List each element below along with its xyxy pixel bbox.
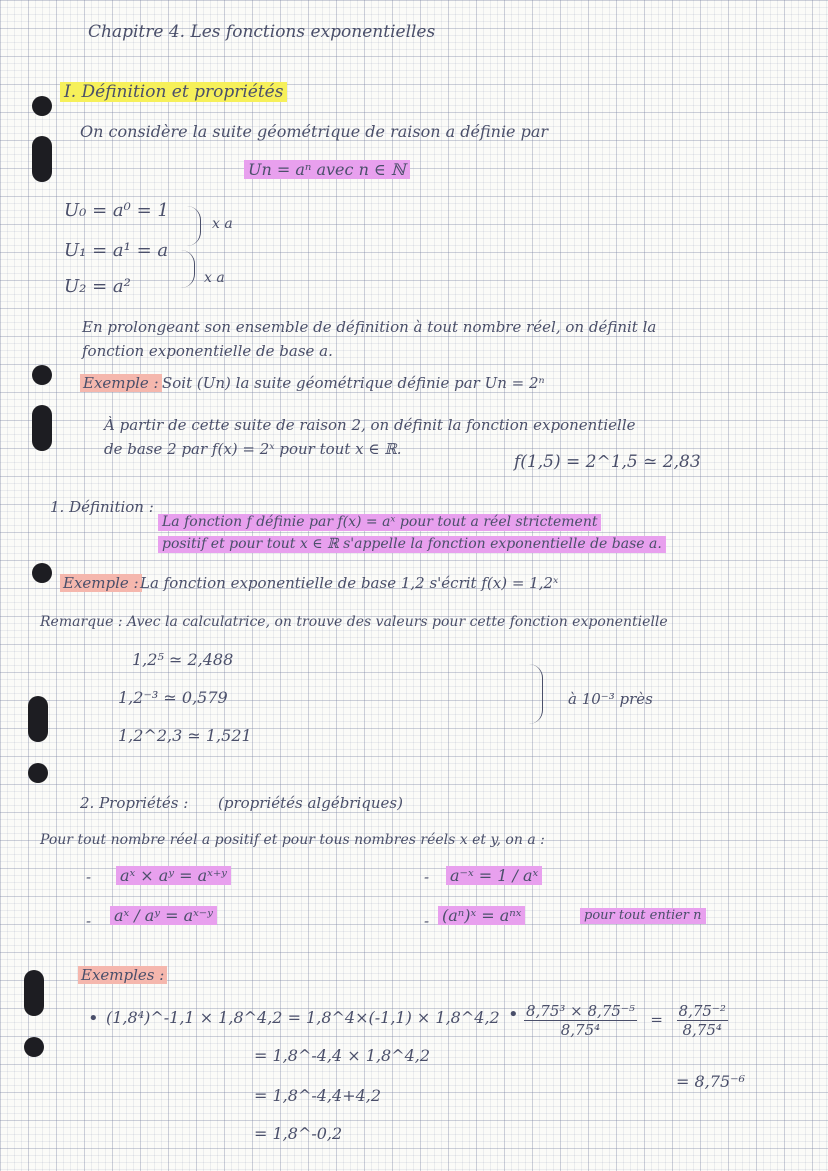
binder-hole [28, 696, 48, 742]
binder-hole [24, 970, 44, 1016]
binder-hole [32, 563, 52, 583]
example-calc: = 1,8^-4,4 × 1,8^4,2 [254, 1046, 431, 1065]
remark-text: Remarque : Avec la calculatrice, on trouve des valeurs pour cette fonction exponentielle [40, 614, 668, 630]
property-quotient: aˣ / aʸ = aˣ⁻ʸ [110, 906, 217, 925]
precision-note: à 10⁻³ près [568, 690, 653, 708]
sequence-formula: Un = aⁿ avec n ∈ ℕ [244, 160, 410, 179]
extension-text: fonction exponentielle de base a. [82, 342, 333, 360]
property-power-note: pour tout entier n [580, 908, 706, 924]
definition-heading: 1. Définition : [50, 498, 154, 516]
example-text: Soit (Un) la suite géométrique définie par Un = 2ⁿ [162, 374, 545, 392]
bullet-dash: - [86, 868, 92, 886]
calc-value: 1,2^2,3 ≃ 1,521 [118, 726, 252, 745]
example-result: = 8,75⁻⁶ [676, 1072, 745, 1091]
term-u0: U₀ = a⁰ = 1 [64, 200, 169, 221]
equals-sign: = [645, 1010, 668, 1029]
binder-hole [32, 136, 52, 182]
calc-value: 1,2⁻³ ≃ 0,579 [118, 688, 228, 707]
property-product: aˣ × aʸ = aˣ⁺ʸ [116, 866, 231, 885]
definition-text: positif et pour tout x ∈ ℝ s'appelle la fonction exponentielle de base a. [158, 536, 666, 553]
example-fraction [520, 1002, 732, 1039]
property-inverse: a⁻ˣ = 1 / aˣ [446, 866, 542, 885]
fraction-denominator: 8,75⁴ [682, 1021, 722, 1039]
properties-heading: 2. Propriétés : [80, 794, 189, 812]
binder-hole [32, 96, 52, 116]
arrow-bracket [178, 250, 195, 288]
range-bracket [528, 664, 543, 724]
fraction-denominator: 8,75⁴ [560, 1021, 601, 1039]
example-calc: = 1,8^-4,4+4,2 [254, 1086, 382, 1105]
section-heading: I. Définition et propriétés [60, 82, 287, 102]
term-u2: U₂ = a² [64, 276, 131, 297]
bullet-dot: • [508, 1004, 519, 1025]
bullet-dash: - [424, 868, 430, 886]
example-calc: = 1,8^-0,2 [254, 1124, 343, 1143]
properties-subheading: (propriétés algébriques) [218, 794, 403, 812]
calc-value: 1,2⁵ ≃ 2,488 [132, 650, 234, 669]
intro-text: On considère la suite géométrique de raison a définie par [80, 122, 549, 141]
examples-label: Exemples : [78, 966, 167, 984]
bullet-dash: - [424, 912, 430, 930]
fraction-numerator: 8,75³ × 8,75⁻⁵ [526, 1002, 635, 1020]
example-text: de base 2 par f(x) = 2ˣ pour tout x ∈ ℝ. [104, 440, 402, 458]
fraction-numerator: 8,75⁻² [678, 1002, 726, 1020]
extension-text: En prolongeant son ensemble de définition à tout nombre réel, on définit la [82, 318, 657, 336]
times-a-label: x a [204, 270, 225, 286]
properties-intro: Pour tout nombre réel a positif et pour tous nombres réels x et y, on a : [40, 832, 545, 848]
term-u1: U₁ = a¹ = a [64, 240, 169, 261]
binder-hole [32, 405, 52, 451]
times-a-label: x a [212, 216, 233, 232]
example-text: La fonction exponentielle de base 1,2 s'écrit f(x) = 1,2ˣ [140, 574, 559, 592]
bullet-dash: - [86, 912, 92, 930]
binder-hole [24, 1037, 44, 1057]
binder-hole [28, 763, 48, 783]
property-power: (aⁿ)ˣ = aⁿˣ [438, 906, 525, 925]
example-text: À partir de cette suite de raison 2, on définit la fonction exponentielle [104, 416, 636, 434]
example-result: f(1,5) = 2^1,5 ≃ 2,83 [514, 452, 701, 472]
example-label: Exemple : [60, 574, 142, 592]
binder-hole [32, 365, 52, 385]
definition-text: La fonction f définie par f(x) = aˣ pour tout a réel strictement [158, 514, 601, 531]
example-calc: (1,8⁴)^-1,1 × 1,8^4,2 = 1,8^4×(-1,1) × 1,8^4,2 [106, 1008, 500, 1027]
arrow-bracket [184, 206, 201, 246]
page-title: Chapitre 4. Les fonctions exponentielles [88, 22, 436, 42]
example-label: Exemple : [80, 374, 162, 392]
bullet-dot: • [88, 1008, 99, 1029]
